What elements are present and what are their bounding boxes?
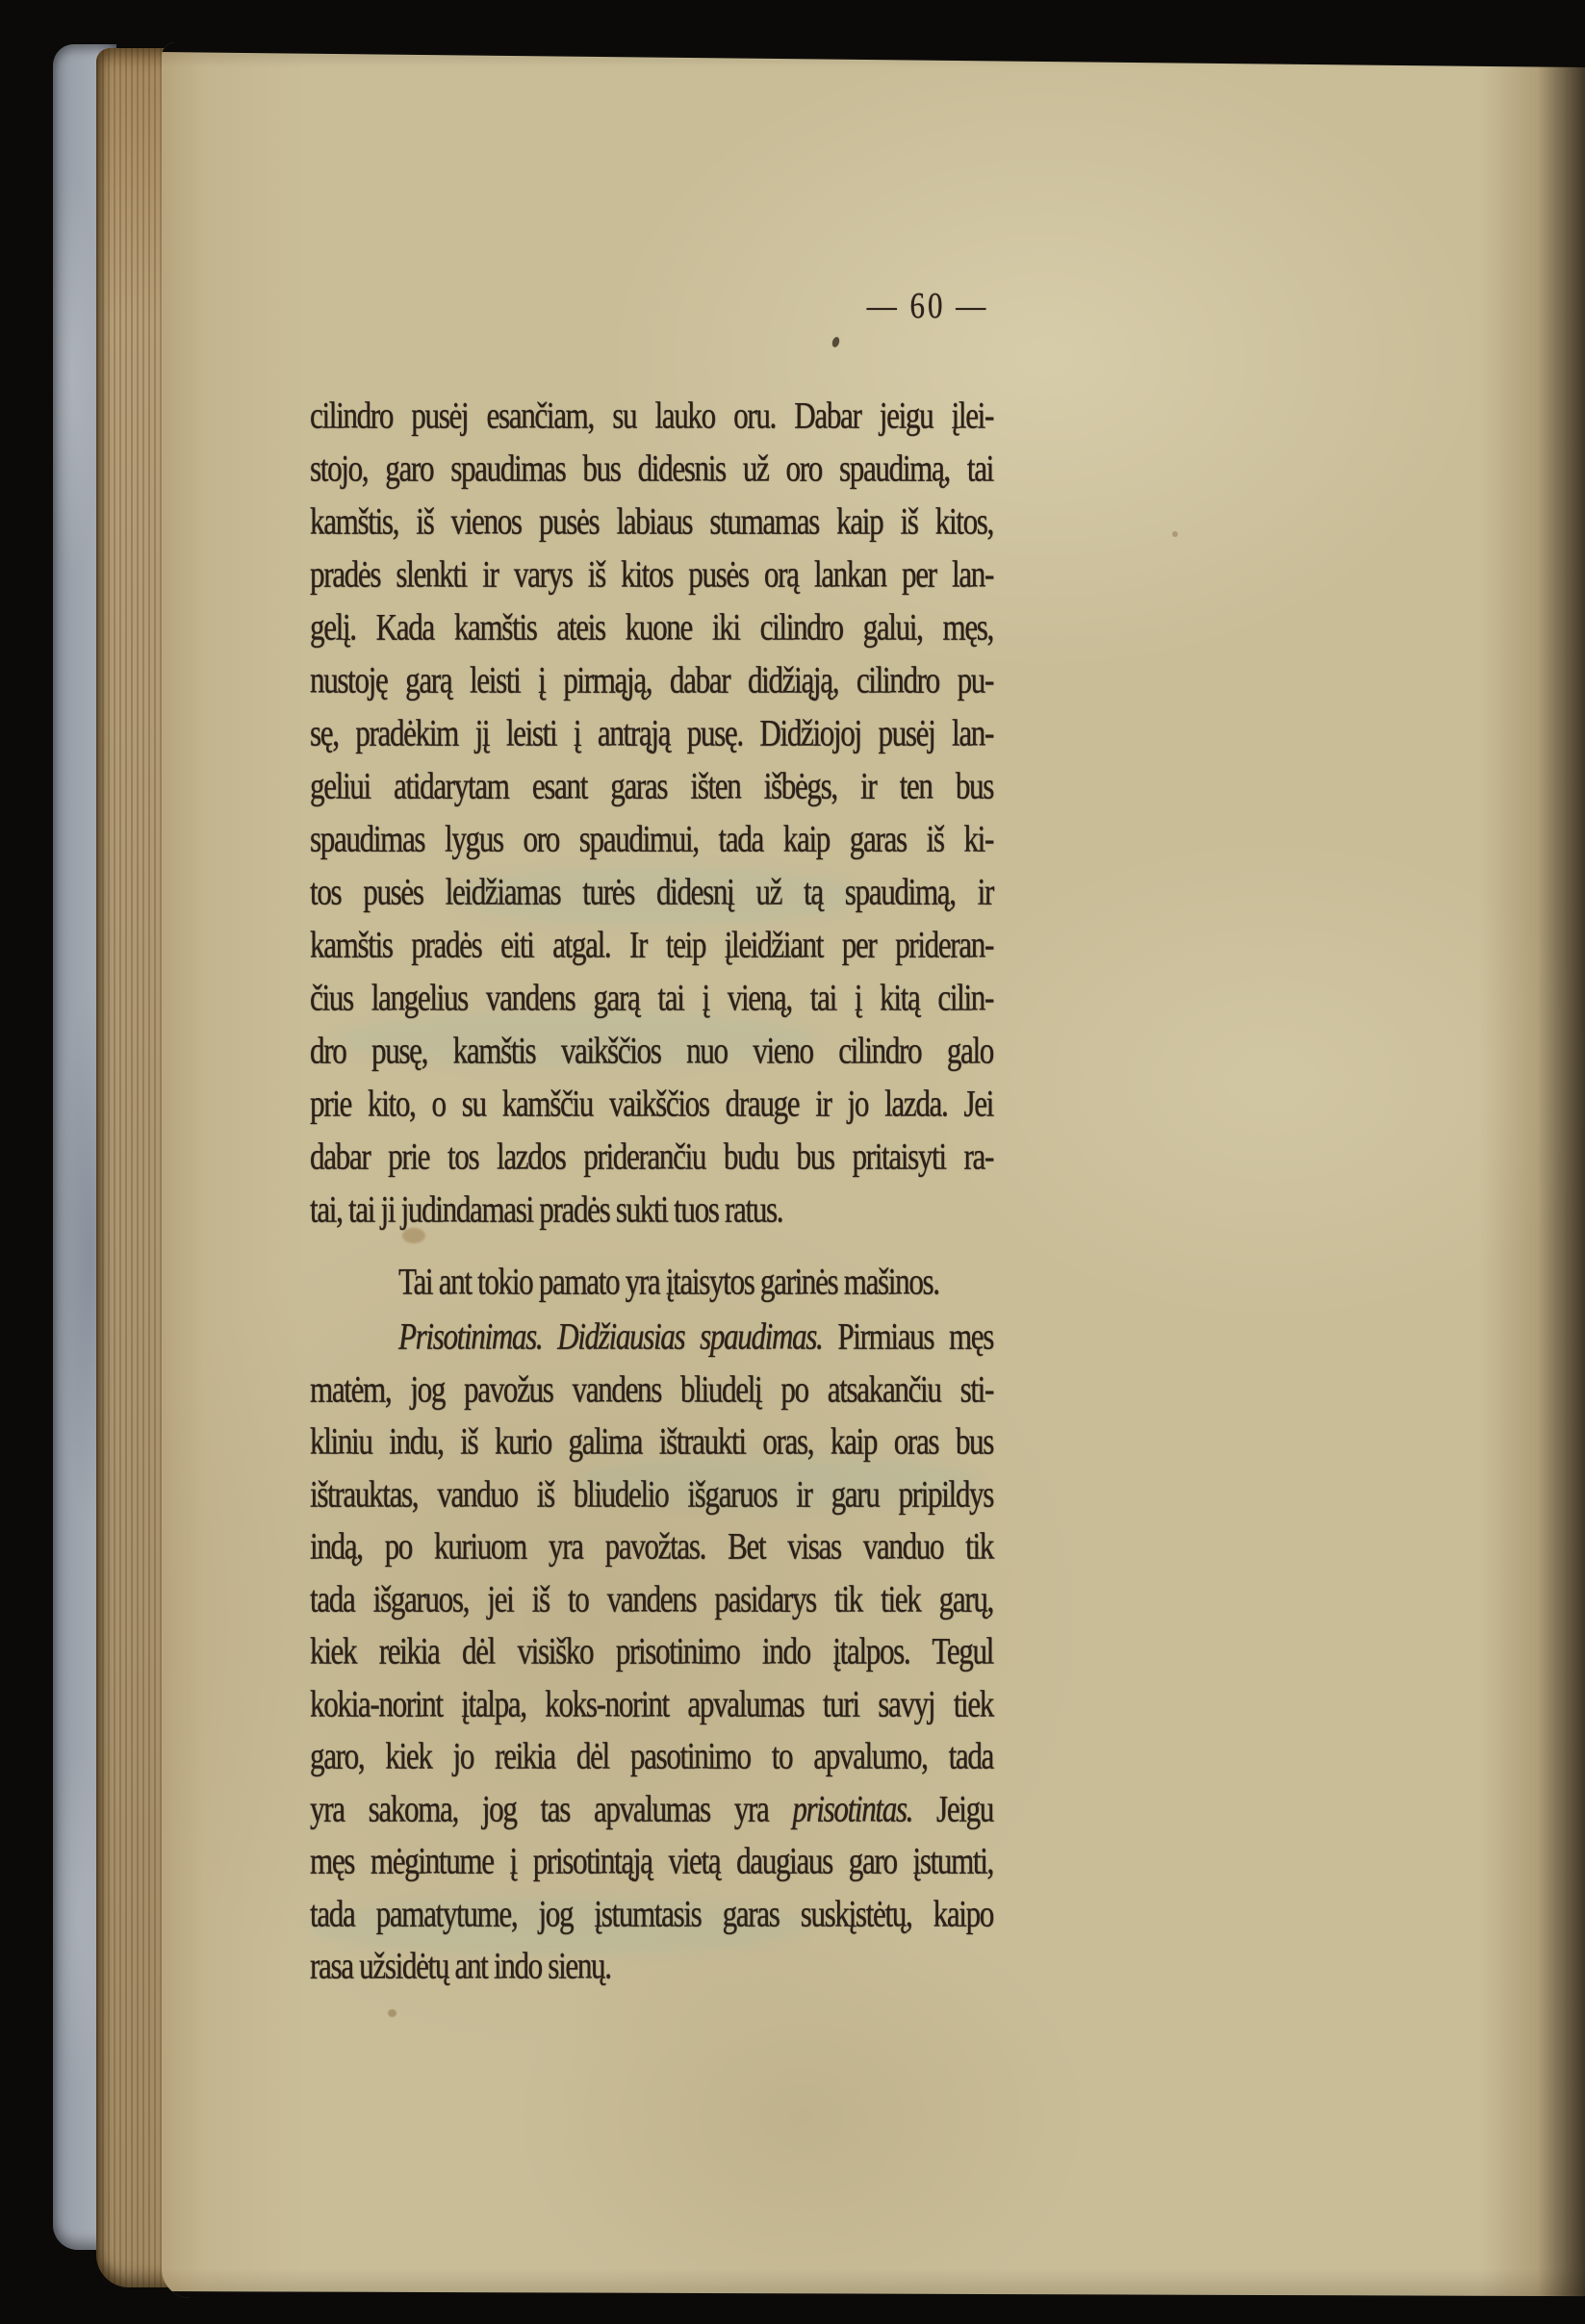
text-line: ištrauktas, vanduo iš bliudelio išgaruos ir garu pripildys xyxy=(310,1471,993,1516)
ink-speck xyxy=(831,336,840,348)
text-segment: Pirmiaus męs xyxy=(822,1315,994,1358)
text-line: tada išgaruos, jei iš to vandens pasidarys tik tiek garų, xyxy=(310,1576,993,1621)
text-line: dabar prie tos lazdos priderančiu budu bus pritaisyti ra- xyxy=(310,1135,993,1178)
text-line: kamštis pradės eiti atgal. Ir teip įleidžiant per prideran- xyxy=(310,923,993,966)
paper-stain xyxy=(388,2009,396,2017)
text-line: cilindro pusėj esančiam, su lauko oru. Dabar jeigu įlei- xyxy=(310,394,993,437)
text-line: kokia-norint įtalpa, koks-norint apvalumas turi savyj tiek xyxy=(310,1681,993,1725)
text-line: matėm, jog pavožus vandens bliudelį po atsakančiu sti- xyxy=(310,1366,993,1411)
page-bottom-edge xyxy=(162,2291,1585,2298)
italic-term: prisotintas. xyxy=(792,1786,913,1830)
text-segment: Jeigu xyxy=(912,1786,993,1830)
text-line: gelį. Kada kamštis ateis kuone iki cilindro galui, męs, xyxy=(310,605,993,649)
paragraph-2 xyxy=(310,1255,993,1310)
ink-speck xyxy=(1172,531,1178,537)
paragraph-1 xyxy=(310,389,993,1236)
text-line: dro pusę, kamštis vaikščios nuo vieno cilindro galo xyxy=(310,1029,993,1072)
text-line: rasa užsidėtų ant indo sienų. xyxy=(310,1944,611,1987)
text-line: garo, kiek jo reikia dėl pasotinimo to apvalumo, tada xyxy=(310,1734,993,1777)
text-line: kiek reikia dėl visiško prisotinimo indo įtalpos. Tegul xyxy=(310,1629,993,1673)
body-text xyxy=(310,389,993,1992)
text-line: kliniu indu, iš kurio galima ištraukti oras, kaip oras bus xyxy=(310,1419,993,1463)
text-line: pradės slenkti ir varys iš kitos pusės orą lankan per lan- xyxy=(310,552,993,596)
text-line: indą, po kuriuom yra pavožtas. Bet visas vanduo tik xyxy=(310,1524,993,1568)
text-line: kamštis, iš vienos pusės labiaus stumamas kaip iš kitos, xyxy=(310,499,993,543)
italic-heading: Prisotinimas. Didžiausias spaudimas. xyxy=(398,1315,823,1358)
text-line: spaudimas lygus oro spaudimui, tada kaip garas iš ki- xyxy=(310,817,993,860)
text-line: geliui atidarytam esant garas išten išbėgs, ir ten bus xyxy=(310,764,993,807)
page-right-shadow xyxy=(1479,42,1585,2298)
text-line: tai, tai ji judindamasi pradės sukti tuos ratus. xyxy=(310,1188,783,1231)
page-number: — 60 — xyxy=(866,285,989,326)
text-segment: yra sakoma, jog tas apvalumas yra xyxy=(310,1786,793,1830)
text-line: sę, pradėkim jį leisti į antrąją pusę. Didžiojoj pusėj lan- xyxy=(310,711,993,754)
book-page xyxy=(162,42,1585,2298)
paragraph-3 xyxy=(310,1310,993,1992)
text-line: męs mėgintume į prisotintąją vietą daugiaus garo įstumti, xyxy=(310,1839,993,1882)
text-line: tada pamatytume, jog įstumtasis garas suskįstėtų, kaipo xyxy=(310,1891,993,1935)
text-line: prie kito, o su kamščiu vaikščios drauge ir jo lazda. Jei xyxy=(310,1082,993,1125)
text-line: tos pusės leidžiamas turės didesnį už tą spaudimą, ir xyxy=(310,870,993,913)
text-line: čius langelius vandens garą tai į vieną, tai į kitą cilin- xyxy=(310,976,993,1019)
text-line: stojo, garo spaudimas bus didesnis už oro spaudimą, tai xyxy=(310,447,993,490)
text-line: nustoję garą leisti į pirmąją, dabar didžiąją, cilindro pu- xyxy=(310,658,993,702)
page-top-edge xyxy=(162,42,1585,67)
text-line: Tai ant tokio pamato yra įtaisytos garinės mašinos. xyxy=(398,1260,939,1303)
